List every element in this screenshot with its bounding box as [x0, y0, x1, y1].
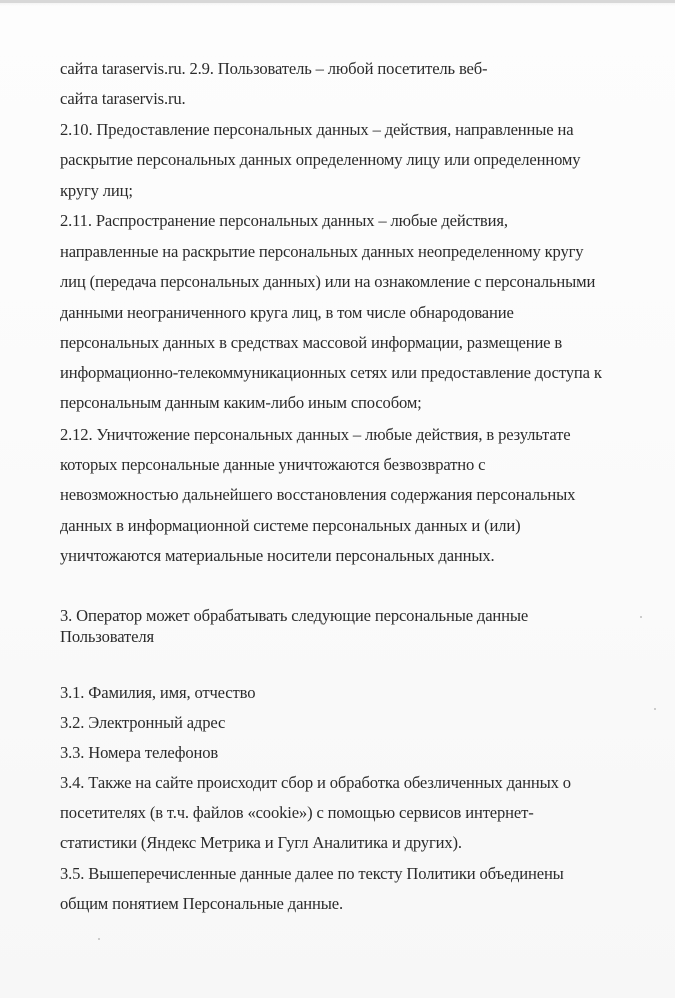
text-line: направленные на раскрытие персональных данных неопределенному кругу	[60, 242, 584, 261]
text-line: 2.10. Предоставление персональных данных – действия, направленные на	[60, 120, 574, 139]
list-item: 3.1. Фамилия, имя, отчество	[60, 683, 256, 702]
page-top-edge	[0, 0, 675, 3]
text-line: 2.11. Распространение персональных данных – любые действия,	[60, 211, 508, 230]
text-line: информационно-телекоммуникационных сетях или предоставление доступа к	[60, 363, 602, 382]
scan-speck	[98, 938, 100, 940]
text-line: 2.12. Уничтожение персональных данных – любые действия, в результате	[60, 425, 571, 444]
text-line: лиц (передача персональных данных) или на ознакомление с персональными	[60, 272, 596, 291]
text-line: уничтожаются материальные носители персональных данных.	[60, 546, 495, 565]
list-item: общим понятием Персональные данные.	[60, 894, 343, 913]
text-line: персональных данных в средствах массовой информации, размещение в	[60, 333, 563, 352]
text-line: данных в информационной системе персональных данных и (или)	[60, 516, 521, 535]
scan-speck	[640, 616, 642, 618]
section-heading: 3. Оператор может обрабатывать следующие персональные данные	[60, 606, 529, 625]
text-line: раскрытие персональных данных определенному лицу или определенному	[60, 150, 581, 169]
section-heading: Пользователя	[60, 627, 154, 646]
text-line: данными неограниченного круга лиц, в том числе обнародование	[60, 303, 514, 322]
list-item: 3.3. Номера телефонов	[60, 743, 219, 762]
list-item: 3.5. Вышеперечисленные данные далее по тексту Политики объединены	[60, 864, 564, 883]
text-line: персональным данным каким-либо иным способом;	[60, 393, 422, 412]
list-item: 3.2. Электронный адрес	[60, 713, 226, 732]
text-line: которых персональные данные уничтожаются безвозвратно с	[60, 455, 486, 474]
text-line: кругу лиц;	[60, 181, 133, 200]
text-line: сайта taraservis.ru.	[60, 89, 186, 108]
text-line: невозможностью дальнейшего восстановления содержания персональных	[60, 485, 576, 504]
list-item: посетителях (в т.ч. файлов «cookie») с помощью сервисов интернет-	[60, 803, 534, 822]
scan-speck	[654, 708, 656, 710]
text-line: сайта taraservis.ru. 2.9. Пользователь – любой посетитель веб-	[60, 59, 488, 78]
list-item: 3.4. Также на сайте происходит сбор и обработка обезличенных данных о	[60, 773, 571, 792]
list-item: статистики (Яндекс Метрика и Гугл Аналитика и других).	[60, 833, 462, 852]
